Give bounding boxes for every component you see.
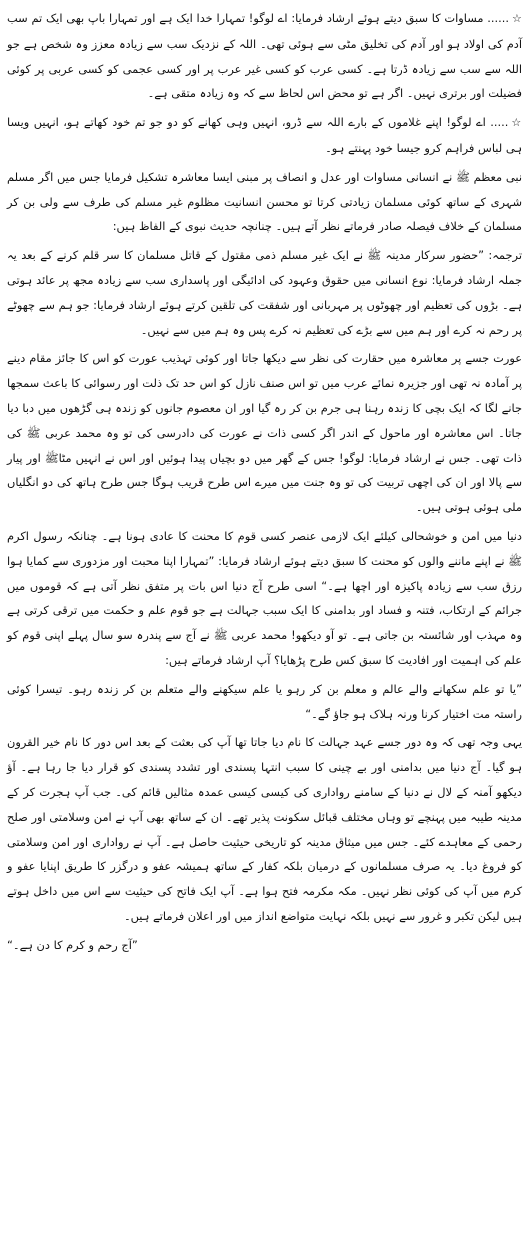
paragraph-text: یہی وجہ تھی کہ وہ دور جسے عہد جہالت کا نام دیا جاتا تھا آپ کی بعثت کے بعد اس دور کا نام خیر القرون ہو گیا۔ آج دنیا میں بدامنی اور بے چینی کا سبب انتہا پسندی اور تشدد پسندی کو قرار دیا جا رہا ہے۔ آؤ دیکھو آمنہ کے لال نے دنیا کے سامنے رواداری کی کیسی کیسی عمدہ مثالیں قائم کی۔ جب آپ ہجرت کر کے مدینہ طیبہ میں پہنچے تو وہاں مختلف قبائل سکونت پذیر تھے۔ ان کے ساتھ بھی آپ نے امن وسلامتی اور صلح رحمی کے معاہدے کئے۔ جس میں میثاق مدینہ کو تاریخی حیثیت حاصل ہے۔ آپ نے رواداری اور امن وسلامتی کو فروغ دیا۔ یہ صرف مسلمانوں کے درمیان بلکہ کفار کے ساتھ ہمیشہ عفو و درگزر کا طریق اپنایا عفو و کرم میں آپ کی کوئی نظر نہیں۔ مکہ مکرمہ فتح ہوا ہے۔ آپ ایک فاتح کی حیثیت سے اس میں داخل ہوتے ہیں لیکن تکبر و غرور سے نہیں بلکہ نہایت متواضع انداز میں اور اعلان فرماتے ہیں۔ [7,735,522,923]
paragraph-women [7,346,522,520]
paragraph-text: دنیا میں امن و خوشحالی کیلئے ایک لازمی عنصر کسی قوم کا محنت کا عادی ہونا ہے۔ چنانکہ رسول اکرم ﷺ نے اپنے ماننے والوں کو محنت کا سبق دیتے ہوئے ارشاد فرمایا: ”تمہارا اپنا محبت اور مزدوری سے کمایا ہوا رزق سب سے زیادہ پاکیزہ اور اچھا ہے۔“ اسی طرح آج دنیا اس بات پر متفق نظر آتی ہے کہ قوموں میں جرائم کے ارتکاب، فتنہ و فساد اور بدامنی کا ایک سبب جہالت ہے جو قوم علم و حکمت میں ترقی کرتی ہے وہ مہذب اور شائستہ بن جاتی ہے۔ تو آو دیکھو! محمد عربی ﷺ نے آج سے پندرہ سو سال پہلے اپنی قوم کو علم کی اہمیت اور افادیت کا سبق کس طرح پڑھایا؟ آپ ارشاد فرماتے ہیں: [7,528,522,667]
star-icon: ☆ [511,116,522,130]
paragraph-tolerance [7,730,522,928]
paragraph-justice [7,165,522,239]
star-icon: ☆ [512,12,522,25]
paragraph-translation [7,243,522,342]
paragraph-hadith-quote [7,677,522,727]
paragraph-text: عورت جسے پر معاشرہ میں حقارت کی نظر سے دیکھا جاتا اور کوئی تہذیب عورت کو اس کا جائز مقام دینے پر آمادہ نہ تھی اور جزیرہ نمائے عرب میں تو اس صنف نازل کو اس حد تک ذلت اور رسوائی کا باعث سمجھا جانے لگا کہ ایک بچی کا زندہ رہنا ہی جرم بن کر رہ گیا اور ان معصوم جانوں کو زندہ ہی گڑھوں میں دبا دیا جاتا۔ اس معاشرہ اور ماحول کے اندر اگر کسی ذات نے عورت کی دادرسی کی تو وہ محمد عربی ﷺ کی ذات تھی۔ جس نے ارشاد فرمایا: لوگو! جس کے گھر میں دو بچیاں پیدا ہوئیں اور اس نے انہیں مٹاﷺ اور پیار سے پالا اور ان کی اچھی تربیت کی تو وہ جنت میں میرے اس طرح قریب ہوگا جس طرح ہاتھ کی دو انگلیاں ملی ہوئی ہوتی ہیں۔ [7,351,522,515]
paragraph-text: ...... مساوات کا سبق دیتے ہوئے ارشاد فرمایا: اے لوگو! تمہارا خدا ایک ہے اور تمہارا باپ بھی ایک تم سب آدم کی اولاد ہو اور آدم کی تخلیق مٹی سے ہوئی تھی۔ اللہ کے نزدیک سب سے زیادہ معزز وہ شخص ہے جو اللہ سے سب سے زیادہ ڈرتا ہے۔ کسی عرب کو کسی غیر عرب پر اور کسی عجمی کو کسی عربی پر کوئی فضیلت اور برتری نہیں۔ اگر ہے تو محض اس لحاظ سے کہ وہ زیادہ متقی ہے۔ [7,11,522,101]
paragraph-text: ”یا تو علم سکھانے والے عالم و معلم بن کر رہو یا علم سیکھنے والے متعلم بن کر زندہ رہو۔ تیسرا کوئی راستہ مت اختیار کرنا ورنہ ہلاک ہو جاؤ گے۔“ [7,681,522,721]
paragraph-text: ترجمہ: ”حضور سرکار مدینہ ﷺ نے ایک غیر مسلم ذمی مقتول کے قاتل مسلمان کا سر قلم کرنے کے بعد یہ جملہ ارشاد فرمایا: نوع انسانی میں حقوق وعہود کی ادائیگی اور پاسداری سب سے زیادہ مجھ پر عائد ہوتی ہے۔ بڑوں کی تعظیم اور چھوٹوں پر مہربانی اور شفقت کی تلقین کرتے ہوئے ارشاد فرمایا: جو ہم سے چھوٹے پر رحم نہ کرے اور ہم میں سے بڑے کی تعظیم نہ کرے پس وہ ہم میں سے نہیں۔ [7,248,522,337]
paragraph-text: ..... اے لوگو! اپنے غلاموں کے بارے اللہ سے ڈرو، انہیں وہی کھانے کو دو جو تم خود کھاتے ہو، انہیں ویسا ہی لباس فراہم کرو جیسا خود پہنتے ہو۔ [7,115,522,155]
paragraph-equality [7,6,522,106]
closing-quote: ”آج رحم و کرم کا دن ہے۔“ [7,937,138,952]
paragraph-labour-knowledge [7,524,522,673]
paragraph-slaves [7,110,522,161]
paragraph-text: نبی معظم ﷺ نے انسانی مساوات اور عدل و انصاف پر مبنی ایسا معاشرہ تشکیل فرمایا جس میں اگر مسلم شہری کے ساتھ کوئی مسلمان زیادتی کرتا تو محسن انسانیت مظلوم غیر مسلم کی طرف سے ولی بن کر مسلمان کے خلاف فیصلہ صادر فرماتے نظر آتے ہیں۔ چنانچہ حدیث نبوی کے الفاظ ہیں: [7,169,522,234]
